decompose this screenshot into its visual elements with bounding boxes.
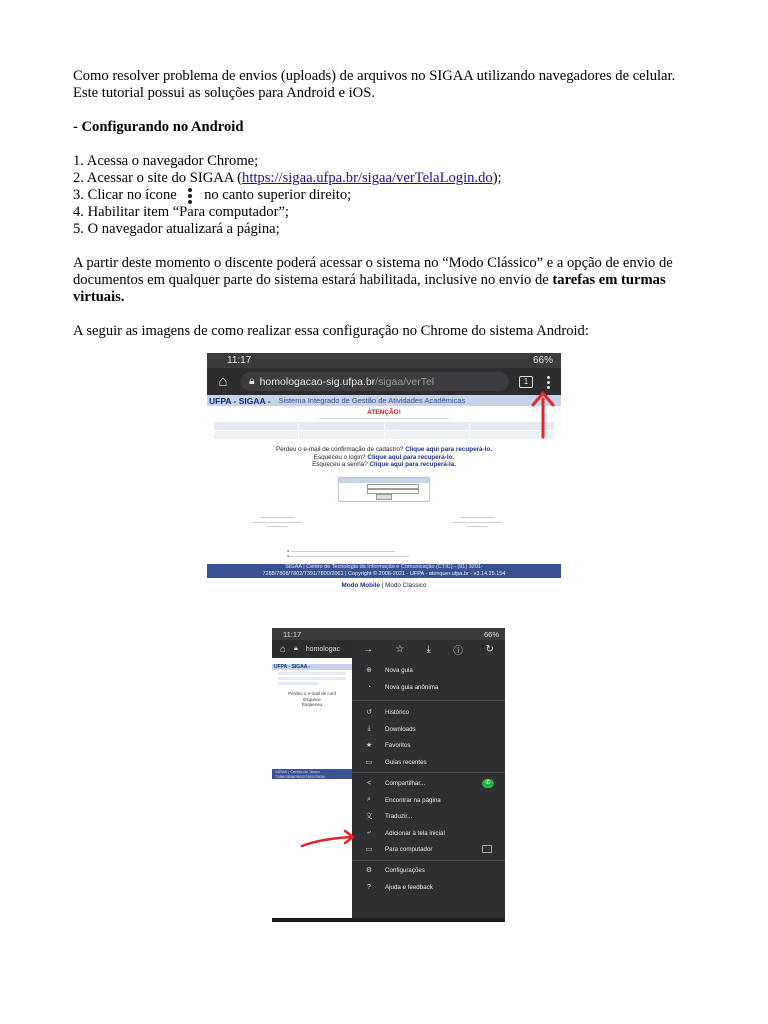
history-icon: ↺: [366, 709, 372, 716]
home-icon[interactable]: ⌂: [218, 372, 228, 390]
info-icon[interactable]: ⓘ: [453, 645, 464, 657]
url-path: /sigaa/verTel: [375, 375, 435, 388]
step-2-suffix: );: [492, 170, 502, 186]
star-icon: ★: [365, 742, 373, 749]
step-1: 1. Acessa o navegador Chrome;: [73, 153, 259, 169]
battery-level: 66%: [532, 355, 553, 366]
step-2-prefix: 2. Acessar o site do SIGAA (: [73, 170, 243, 186]
menu-item-label: Nova guia: [385, 666, 413, 674]
mode-mobile-link[interactable]: Modo Mobile: [341, 582, 381, 589]
footer-line-2: 7288/7808/7802/7391/7800/2061 | Copyright © 2006-2021 - UFPA - atenquer.ufpa.br - v3.14.25.154: [262, 571, 506, 577]
explanation-bold: tarefas em turmas virtuais.: [73, 272, 666, 305]
step-3-suffix: no canto superior direito;: [204, 187, 352, 203]
status-time: 11:17: [283, 629, 302, 639]
menu-item-label: Ajuda e feedback: [385, 883, 433, 891]
menu-item-label: Downloads: [385, 725, 416, 733]
sigaa-brand: UFPA - SIGAA -: [209, 395, 271, 406]
screenshot-sigaa-login: [207, 353, 561, 593]
document-body: [73, 68, 698, 340]
kebab-menu-icon: [180, 187, 200, 204]
intro-paragraph: Como resolver problema de envios (uploads) de arquivos no SIGAA utilizando navegadores de celular. Este tutorial possui as soluções para Android e iOS.: [73, 68, 676, 101]
menu-item-label: Para computador: [385, 845, 433, 853]
battery-level: 66%: [483, 629, 499, 639]
explanation-text: A partir deste momento o discente poderá acessar o sistema no “Modo Clássico” e a opção de envio de documentos em qualquer parte do sistema estará habilitada, inclusive no envio de: [73, 255, 673, 288]
forward-icon[interactable]: →: [363, 643, 374, 655]
home-icon[interactable]: ⌂: [280, 643, 287, 655]
footer-line-1: SIGAA | Centro de Tecno: [275, 769, 320, 774]
sigaa-login-link[interactable]: https://sigaa.ufpa.br/sigaa/verTelaLogin.do: [242, 170, 493, 186]
menu-item-label: Traduzir...: [385, 812, 413, 820]
step-3: [73, 187, 698, 204]
download-icon[interactable]: ⤓: [426, 643, 431, 655]
forgot-login-link[interactable]: Clique aqui para recuperá-lo.: [367, 453, 455, 461]
menu-item-label: Configurações: [385, 866, 425, 874]
step-4: 4. Habilitar item “Para computador”;: [73, 204, 289, 220]
menu-item-label: Compartilhar...: [385, 779, 426, 787]
add-to-home-icon: ⤶: [367, 829, 371, 836]
mode-classic-link[interactable]: Modo Clássico: [385, 582, 427, 589]
lock-icon: 🔒︎: [249, 375, 255, 387]
sigaa-brand: UFPA - SIGAA -: [272, 664, 352, 670]
menu-item-label: Histórico: [385, 708, 410, 716]
downloads-icon: ⤓: [367, 725, 371, 732]
menu-item-label: Encontrar na página: [385, 796, 441, 804]
menu-item-label: Nova guia anônima: [385, 683, 439, 691]
step-2: [73, 170, 698, 187]
incognito-icon: ◔: [366, 683, 372, 691]
bg-text-3: Esqueceu: [301, 702, 322, 707]
menu-item-label: Favoritos: [385, 741, 411, 749]
bg-text-2: Esquece: [303, 696, 321, 702]
annotation-arrow-2: [272, 628, 505, 922]
screenshot-chrome-menu: [272, 628, 505, 922]
bg-text-1: Perdeu o e-mail de conf: [288, 691, 336, 696]
step-5: 5. O navegador atualizará a página;: [73, 221, 280, 237]
translate-icon: 文: [365, 813, 373, 820]
forgot-password-link[interactable]: Clique aqui para recuperá-la.: [369, 461, 456, 468]
url-host: homologac: [305, 645, 341, 653]
url-host: homologacao-sig.ufpa.br: [259, 375, 376, 388]
bookmark-star-icon[interactable]: ☆: [395, 643, 405, 655]
status-time: 11:17: [227, 355, 252, 366]
section-title: - Configurando no Android: [73, 119, 244, 135]
footer-line-1: SIGAA | Centro de Tecnologia da Informação e Comunicação (CTIC) - (91) 3201-: [285, 564, 483, 570]
attention-fineprint: —————————————————————————————————————: [319, 416, 449, 420]
first-access-left: —————————— —————————————— ——————: [252, 515, 302, 528]
new-tab-icon: ⊕: [366, 667, 372, 674]
browser-warning: ● —————————————————————————————— ● ——————————————————————————————————: [287, 549, 410, 558]
recent-tabs-icon: ▭: [365, 759, 373, 766]
sigaa-subtitle: Sistema Integrado de Gestão de Atividades Acadêmicas: [278, 396, 466, 405]
menu-item-label: Adicionar à tela inicial: [385, 829, 445, 837]
recover-email-text: Perdeu o e-mail de confirmação de cadastro?: [276, 446, 404, 453]
help-icon: ?: [367, 883, 371, 891]
recover-email-link[interactable]: Clique aqui para recuperá-lo.: [405, 446, 492, 453]
reload-icon[interactable]: ↻: [485, 643, 494, 655]
explanation-paragraph: [73, 255, 698, 306]
menu-item-label: Guias recentes: [385, 758, 427, 766]
annotation-arrow-1: [207, 353, 561, 593]
gear-icon: ⚙: [365, 867, 373, 874]
find-icon: ⌕: [367, 796, 371, 803]
footer-line-2: 7288/7808/7802/7391/7800/: [275, 774, 326, 779]
first-access-right: —————————— —————————————— ——————: [452, 515, 502, 528]
tab-count-icon[interactable]: 1: [519, 376, 533, 388]
desktop-icon: ▭: [365, 846, 373, 853]
attention-title: ATENÇÃO!: [367, 409, 401, 416]
images-intro: A seguir as imagens de como realizar essa configuração no Chrome do sistema Android:: [73, 323, 589, 339]
step-3-prefix: 3. Clicar no ícone: [73, 187, 177, 203]
lock-icon: 🔒︎: [294, 645, 298, 652]
forgot-password-text: Esqueceu a senha?: [312, 461, 368, 468]
share-icon: <: [366, 779, 372, 787]
mode-separator: |: [380, 582, 386, 589]
whatsapp-icon[interactable]: ✆: [482, 779, 494, 788]
forgot-login-text: Esqueceu o login?: [313, 453, 366, 461]
